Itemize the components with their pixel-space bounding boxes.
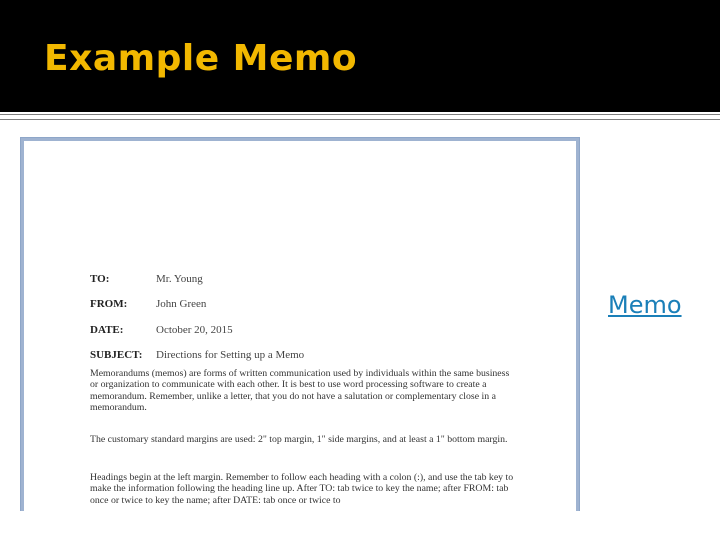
memo-subject-row <box>90 349 570 363</box>
memo-from-label: FROM: <box>90 298 128 310</box>
memo-page <box>27 142 575 511</box>
memo-paragraph: The customary standard margins are used: 2" top margin, 1" side margins, and at least a 1" bottom margin. <box>90 434 508 445</box>
memo-date-label: DATE: <box>90 324 124 336</box>
memo-paragraph: Headings begin at the left margin. Remember to follow each heading with a colon (:), and use the tab key to make the information following the heading line up. After TO: tab twice to key the name; after FROM: tab once or twice to key the name; after DATE: tab once or twice to <box>90 472 514 506</box>
memo-paragraph: Memorandums (memos) are forms of written communication used by individuals within the same business or organization to communicate with each other. It is best to use word processing software to create a memorandum. Remember, unlike a letter, that you do not have a salutation or complementary close in a memorandum. <box>90 368 510 414</box>
memo-date-value: October 20, 2015 <box>156 324 233 336</box>
memo-subject-label: SUBJECT: <box>90 349 143 361</box>
memo-to-row <box>90 273 570 287</box>
slide-title: Example Memo <box>44 38 358 79</box>
memo-document-image <box>20 137 580 511</box>
memo-to-value: Mr. Young <box>156 273 203 285</box>
title-divider <box>0 114 720 120</box>
memo-link[interactable]: Memo <box>608 291 682 319</box>
memo-from-value: John Green <box>156 298 207 310</box>
memo-to-label: TO: <box>90 273 110 285</box>
memo-date-row <box>90 324 570 338</box>
memo-from-row <box>90 298 570 312</box>
memo-subject-value: Directions for Setting up a Memo <box>156 349 305 361</box>
title-bar <box>0 0 720 112</box>
